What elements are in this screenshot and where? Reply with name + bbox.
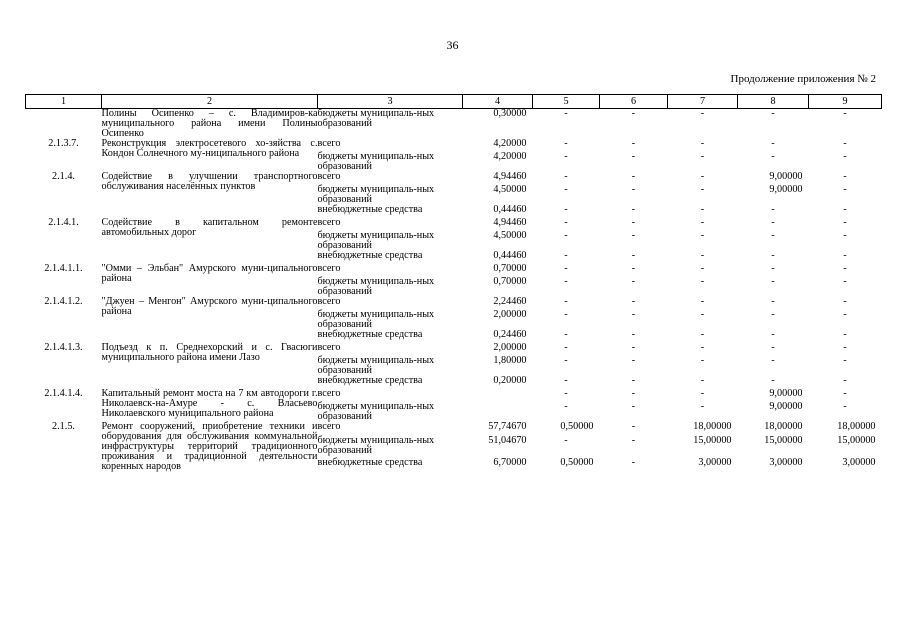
value-cell: - [631,230,636,241]
funding-source: внебюджетные средства [317,250,423,261]
table-row [26,297,882,310]
funding-source: бюджеты муниципаль-ных образований [317,309,435,330]
value-cell: - [700,309,705,320]
value-cell: - [564,263,568,274]
value-cell: - [771,276,775,287]
value-cell: 0,50000 [560,421,594,432]
table-row [26,343,882,356]
value-cell: - [700,151,705,162]
item-code: 2.1.3.7. [48,138,79,149]
value-cell: - [564,184,568,195]
value-cell: 0,30000 [493,108,527,119]
value-cell: - [843,276,847,287]
value-cell: - [564,217,568,228]
value-cell: - [564,276,568,287]
value-cell: - [700,108,705,119]
funding-source: бюджеты муниципаль-ных образований [317,435,435,457]
value-cell: 18,00000 [693,421,732,432]
value-cell: 4,94460 [493,217,527,228]
value-cell: - [843,171,847,182]
value-cell: - [564,375,568,386]
value-cell: 3,00000 [842,456,876,468]
table-body [26,109,882,473]
value-cell: - [631,435,636,447]
value-cell: 4,20000 [493,151,527,162]
value-cell: - [564,250,568,261]
item-code: 2.1.4.1.4. [44,388,83,399]
value-cell: - [631,342,636,353]
table-row [26,139,882,152]
value-cell: - [631,184,636,195]
value-cell: - [771,138,775,149]
value-cell: 57,74670 [488,421,527,432]
value-cell: 9,00000 [769,184,803,195]
value-cell: 4,94460 [493,171,527,182]
item-name: Подъезд к п. Среднехорский и с. Гвасюги муниципального района имени Лазо [101,342,318,363]
value-cell: - [564,108,568,119]
value-cell: - [771,375,775,386]
value-cell: - [631,138,636,149]
value-cell: - [843,138,847,149]
value-cell: - [631,296,636,307]
value-cell: 15,00000 [837,435,876,447]
value-cell: 4,20000 [493,138,527,149]
funding-source: всего [317,138,341,149]
value-cell: - [631,263,636,274]
value-cell: - [843,296,847,307]
value-cell: 3,00000 [769,456,803,468]
value-cell: - [631,401,636,412]
value-cell: - [843,108,847,119]
value-cell: - [564,171,568,182]
value-cell: - [843,388,847,399]
value-cell: - [843,329,847,340]
value-cell: - [843,309,847,320]
value-cell: - [771,296,775,307]
value-cell: - [631,171,636,182]
value-cell: - [843,184,847,195]
item-name: Ремонт сооружений, приобретение техники и оборудования для обслуживания коммунальной инфраструктуры территорий традиционного проживания и традиционной деятельности коренных народов [101,421,318,472]
value-cell: - [564,388,568,399]
value-cell: - [771,230,775,241]
col-header: 1 [26,95,102,109]
value-cell: - [564,355,568,366]
value-cell: - [564,401,568,412]
value-cell: - [700,342,705,353]
item-code: 2.1.4. [52,171,75,182]
value-cell: - [843,375,847,386]
funding-source: всего [317,388,341,399]
value-cell: - [631,375,636,386]
value-cell: - [843,342,847,353]
item-name: Капитальный ремонт моста на 7 км автодороги г. Николаевск-на-Амуре - с. Власьево Николаевского муниципального района [101,388,318,419]
value-cell: - [700,355,705,366]
col-header: 6 [600,95,668,109]
value-cell: 18,00000 [764,421,803,432]
table-row [26,172,882,185]
item-code: 2.1.4.1.1. [44,263,83,274]
value-cell: - [631,108,636,119]
value-cell: - [771,108,775,119]
value-cell: - [564,230,568,241]
value-cell: 9,00000 [769,388,803,399]
funding-source: внебюджетные средства [317,456,423,468]
value-cell: - [843,151,847,162]
value-cell: - [700,388,705,399]
value-cell: - [564,309,568,320]
value-cell: 0,20000 [493,375,527,386]
value-cell: - [843,401,847,412]
value-cell: - [631,217,636,228]
value-cell: 0,50000 [560,456,594,468]
table-row [26,389,882,402]
value-cell: - [700,401,705,412]
value-cell: - [700,276,705,287]
value-cell: - [631,204,636,215]
table-row [26,422,882,436]
col-header: 3 [318,95,463,109]
value-cell: - [700,263,705,274]
value-cell: - [700,217,705,228]
funding-source: внебюджетные средства [317,329,423,340]
value-cell: 0,44460 [493,204,527,215]
col-header: 9 [809,95,882,109]
value-cell: - [771,250,775,261]
value-cell [463,389,533,402]
funding-source: всего [317,263,341,274]
value-cell: 4,50000 [493,230,527,241]
value-cell: 0,70000 [493,263,527,274]
value-cell: - [843,355,847,366]
value-cell: - [700,329,705,340]
value-cell: - [700,204,705,215]
value-cell: - [771,263,775,274]
value-cell: - [843,250,847,261]
value-cell: 0,44460 [493,250,527,261]
value-cell: 51,04670 [488,435,527,447]
funding-source: всего [317,342,341,353]
table-row [26,218,882,231]
value-cell: - [631,388,636,399]
value-cell: 3,00000 [698,456,732,468]
value-cell: 2,00000 [493,342,527,353]
header-row [26,95,882,109]
value-cell: - [700,296,705,307]
col-header: 4 [463,95,533,109]
value-cell: - [631,421,636,432]
funding-source: бюджеты муниципаль-ных образований [317,401,435,422]
funding-source: бюджеты муниципаль-ных образований [317,276,435,297]
value-cell: - [771,151,775,162]
value-cell: 4,50000 [493,184,527,195]
value-cell: - [700,171,705,182]
value-cell: - [771,309,775,320]
value-cell: - [631,276,636,287]
value-cell: - [564,329,568,340]
value-cell: - [631,151,636,162]
value-cell: - [631,355,636,366]
item-name: "Джуен – Менгон" Амурского муни-ципального района [101,296,318,317]
item-name: Полины Осипенко – с. Владимиров-ка муниципального района имени Полины Осипенко [101,108,318,139]
value-cell: 15,00000 [764,435,803,447]
value-cell: - [700,138,705,149]
value-cell: - [843,204,847,215]
value-cell: - [564,342,568,353]
value-cell: - [631,309,636,320]
appendix-table [25,94,882,472]
value-cell: 6,70000 [493,456,527,468]
funding-source: внебюджетные средства [317,204,423,215]
value-cell: 18,00000 [837,421,876,432]
funding-source: всего [317,171,341,182]
value-cell: - [631,456,636,468]
value-cell: 9,00000 [769,171,803,182]
funding-source: бюджеты муниципаль-ных образований [317,151,435,172]
funding-source: всего [317,296,341,307]
value-cell: - [771,329,775,340]
funding-source: всего [317,217,341,228]
value-cell: - [564,138,568,149]
funding-source: бюджеты муниципаль-ных образований [317,184,435,205]
col-header: 8 [738,95,809,109]
value-cell: 1,80000 [493,355,527,366]
col-header: 7 [668,95,738,109]
value-cell: - [843,263,847,274]
value-cell: - [843,230,847,241]
value-cell: - [564,151,568,162]
value-cell: 15,00000 [693,435,732,447]
item-name: "Омми – Эльбан" Амурского муни-ципального района [101,263,318,284]
value-cell [463,402,533,422]
item-code [26,109,102,140]
continuation-label: Продолжение приложения № 2 [730,73,876,85]
value-cell: - [700,375,705,386]
value-cell: 0,24460 [493,329,527,340]
value-cell: - [771,355,775,366]
value-cell: - [700,184,705,195]
value-cell: - [564,296,568,307]
value-cell: 9,00000 [769,401,803,412]
item-code: 2.1.5. [52,421,75,432]
value-cell: 2,00000 [493,309,527,320]
funding-source: бюджеты муниципаль-ных образований [317,355,435,376]
value-cell: - [771,217,775,228]
value-cell: - [631,250,636,261]
funding-source: внебюджетные средства [317,375,423,386]
item-name: Содействие в улучшении транспортного обслуживания населённых пунктов [101,171,318,192]
value-cell: - [564,204,568,215]
col-header: 5 [533,95,600,109]
value-cell: - [631,329,636,340]
funding-source: бюджеты муниципаль-ных образований [317,108,435,129]
item-code: 2.1.4.1. [48,217,79,228]
table-row [26,109,882,140]
value-cell: - [700,230,705,241]
value-cell: - [564,435,568,447]
table-row [26,264,882,277]
col-header: 2 [102,95,318,109]
value-cell: 2,24460 [493,296,527,307]
funding-source: всего [317,421,341,432]
value-cell: - [771,342,775,353]
value-cell: - [843,217,847,228]
value-cell: - [771,204,775,215]
item-code: 2.1.4.1.3. [44,342,83,353]
item-name: Содействие в капитальном ремонте автомобильных дорог [101,217,318,238]
value-cell: 0,70000 [493,276,527,287]
item-code: 2.1.4.1.2. [44,296,83,307]
funding-source: бюджеты муниципаль-ных образований [317,230,435,251]
page-number: 36 [446,38,459,52]
value-cell: - [700,250,705,261]
item-name: Реконструкция электросетевого хо-зяйства с. Кондон Солнечного му-ниципального района [101,138,318,159]
